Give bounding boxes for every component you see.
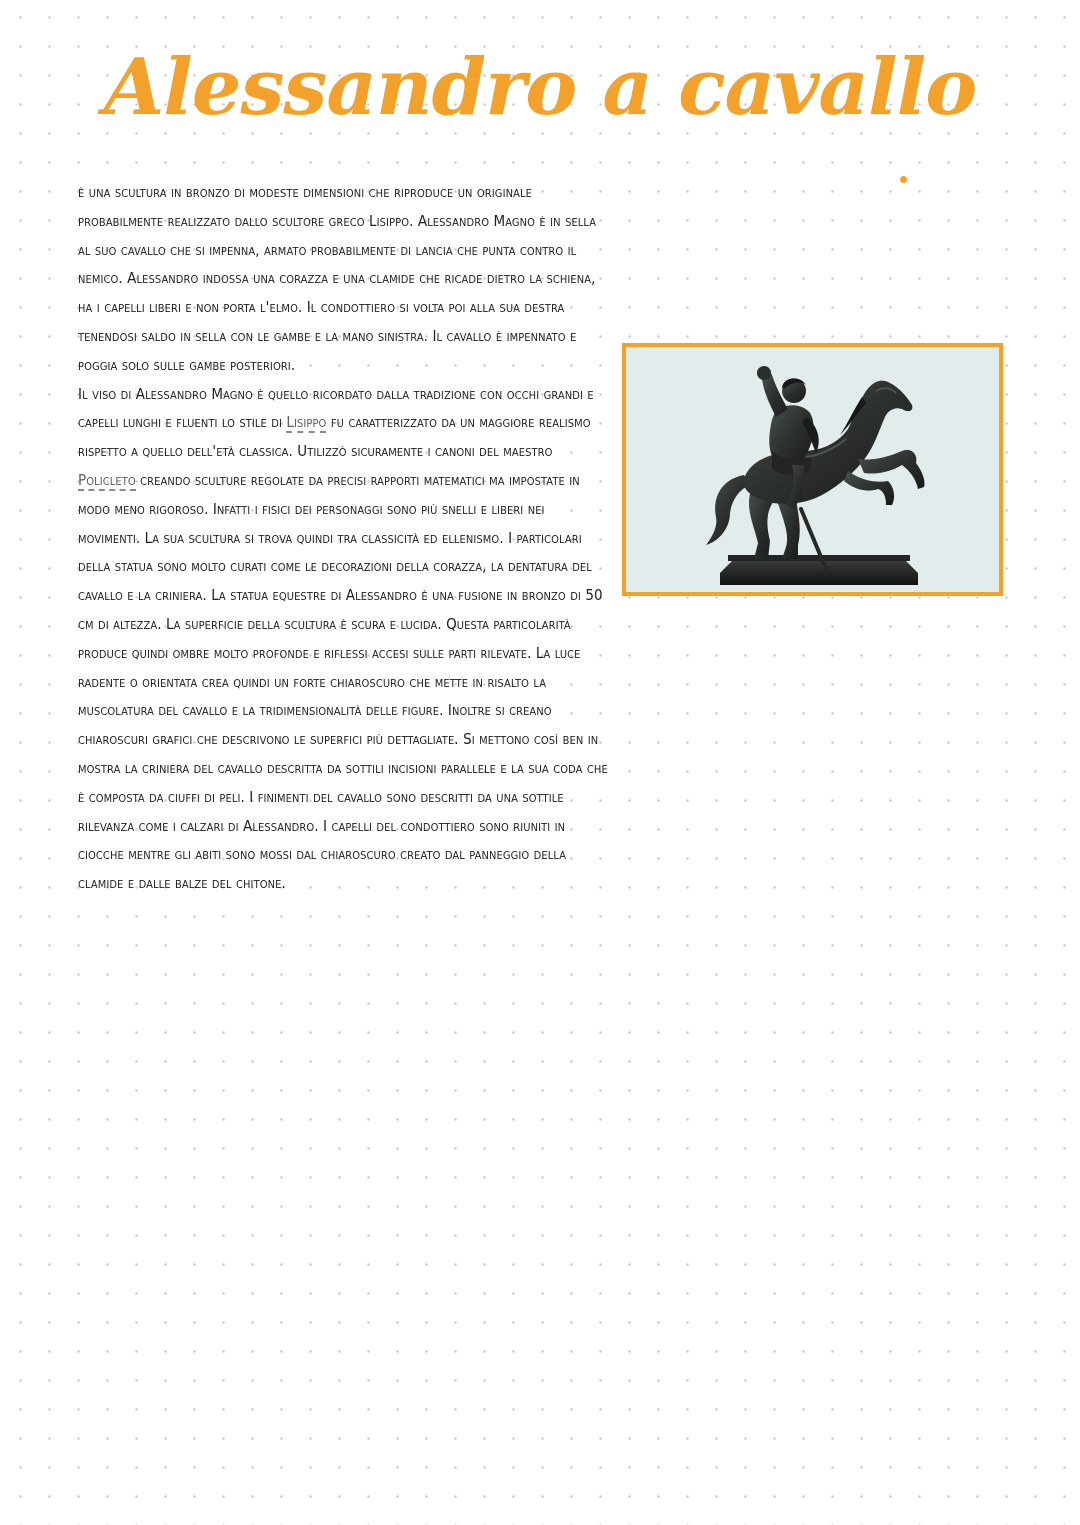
statue-photo-frame (622, 343, 1003, 596)
statue-base (720, 559, 918, 585)
paragraph-style (78, 380, 608, 898)
reference-lisippo: Lisippo (286, 413, 327, 432)
accent-dot (900, 176, 907, 183)
reference-policleto: Policleto (78, 470, 136, 489)
equestrian-statue-image (626, 347, 999, 592)
paragraph-style-part-3: creando sculture regolate da precisi rapporti matematici ma impostate in modo meno rigoroso. Infatti i fisici dei personaggi sono più snelli e liberi nei movimenti. La sua scultura si trova quindi tra classicità ed ellenismo. I particolari della statua sono molto curati come le decorazioni della corazza, la dentatura del cavallo e la criniera. La statua equestre di Alessandro è una fusione in bronzo di 50 cm di altezza. La superficie della scultura è scura e lucida. Questa particolarità produce quindi ombre molto profonde e riflessi accesi sulle parti rilevate. La luce radente o orientata crea quindi un forte chiaroscuro che mette in risalto la muscolatura del cavallo e la tridimensionalità delle figure. Inoltre si creano chiaroscuri grafici che descrivono le superfici più dettagliate. Si mettono così ben in mostra la criniera del cavallo descritta da sottili incisioni parallele e la sua coda che è composta da ciuffi di peli. I finimenti del cavallo sono descritti da una sottile rilevanza come i calzari di Alessandro. I capelli del condottiero sono riuniti in ciocche mentre gli abiti sono mossi dal chiaroscuro creato dal panneggio della clamide e dalle balze del chitone. (78, 470, 608, 893)
paragraph-style-part-2: fu caratterizzato da un maggiore realismo rispetto a quello dell'età classica. Utilizzò sicuramente i canoni del maestro (78, 413, 591, 461)
paragraph-style-part-1: Il viso di Alessandro Magno è quello ricordato dalla tradizione con occhi grandi e capelli lunghi e fluenti lo stile di (78, 384, 594, 432)
horse-tail (706, 475, 750, 545)
notes-body (78, 178, 608, 898)
paragraph-description: è una scultura in bronzo di modeste dimensioni che riproduce un originale probabilmente realizzato dallo scultore greco Lisippo. Alessandro Magno è in sella al suo cavallo che si impenna, armato probabilmente di lancia che punta contro il nemico. Alessandro indossa una corazza e una clamide che ricade dietro la schiena, ha i capelli liberi e non porta l'elmo. Il condottiero si volta poi alla sua destra tenendosi saldo in sella con le gambe e la mano sinistra. Il cavallo è impennato e poggia solo sulle gambe posteriori. (78, 183, 597, 374)
page-title: Alessandro a cavallo (103, 42, 977, 133)
